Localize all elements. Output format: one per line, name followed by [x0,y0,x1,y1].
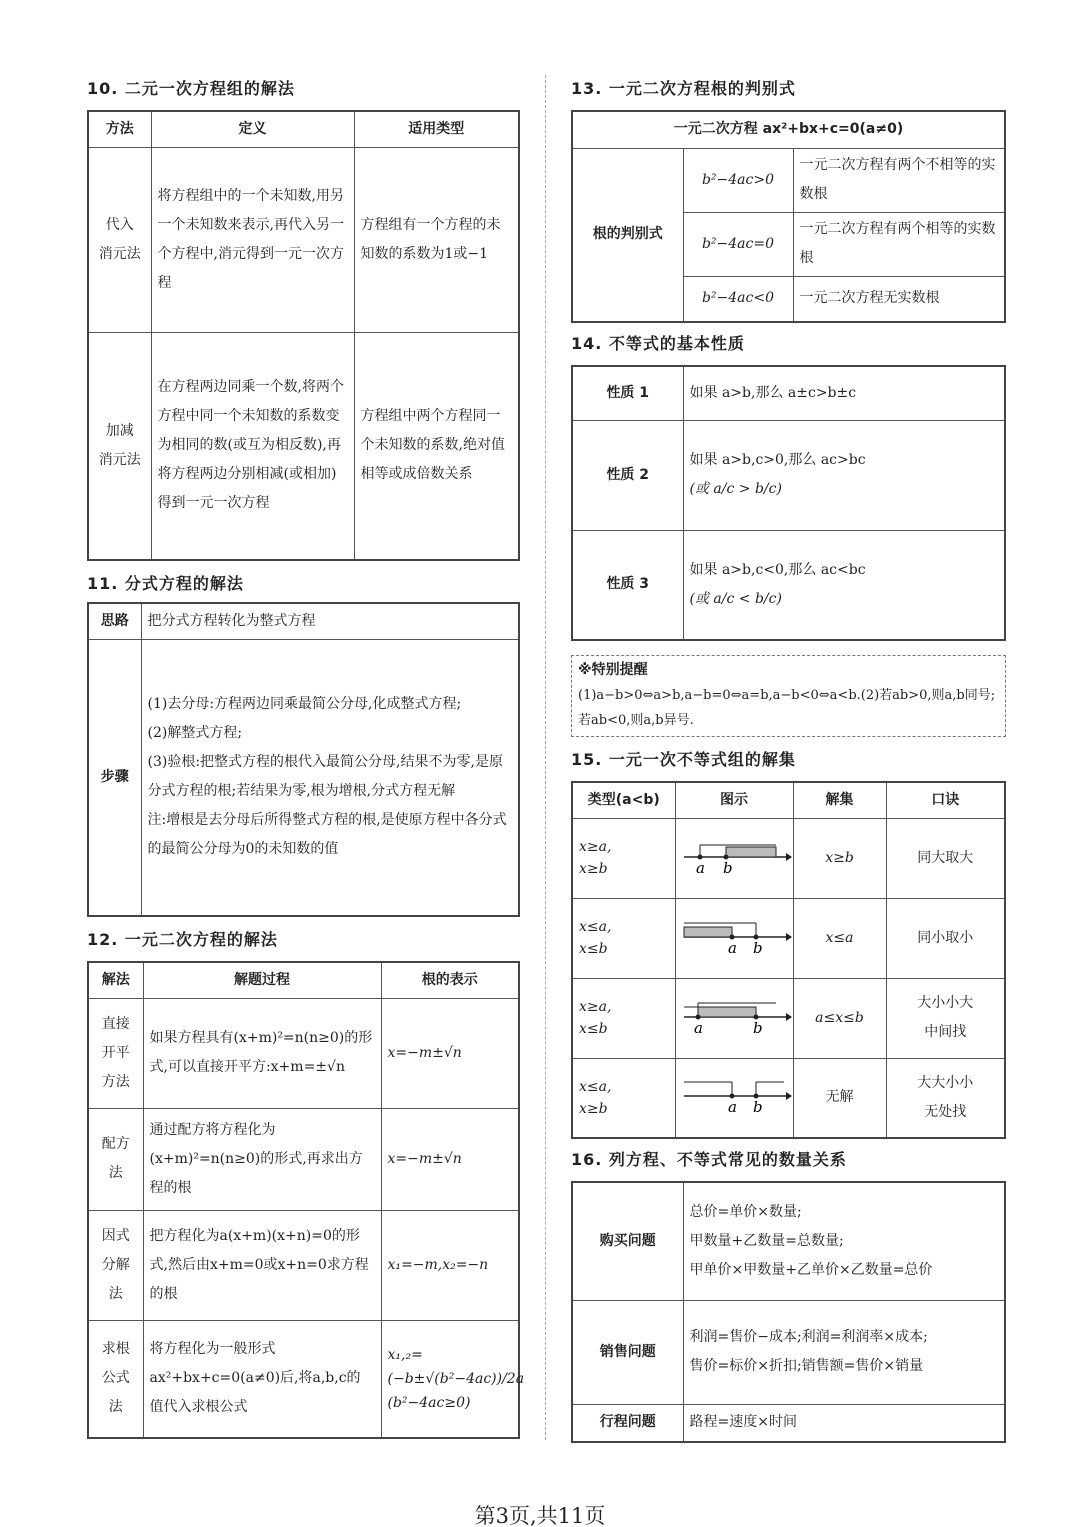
discriminant-header: 一元二次方程 ax²+bx+c=0(a≠0) [572,111,1005,148]
left-column [87,74,525,1439]
rhyme-2: 同小取小 [886,898,1005,978]
axis-b-label: b [722,858,733,877]
purchase-line-3: 甲单价×甲数量+乙单价×乙数量=总价 [689,1261,933,1278]
purchase-label: 购买问题 [572,1182,683,1300]
root-square-root: x=−m±√n [381,998,519,1108]
method-elimination: 加减 消元法 [88,332,151,560]
section-15-title: 15. 一元一次不等式组的解集 [571,750,796,769]
step-2: (2)解整式方程; [147,725,243,742]
cond-negative: b²−4ac<0 [683,276,793,322]
property-2-text: 如果 a>b,c>0,那么 ac>bc [689,452,866,468]
definition-elimination: 在方程两边同乘一个数,将两个方程中同一个未知数的系数变为相同的数(或互为相反数),再将方程两边分别相减(或相加)得到一元一次方程 [151,332,354,560]
process-square-root: 如果方程具有(x+m)²=n(n≥0)的形式,可以直接开平方:x+m=±√n [143,998,381,1108]
number-line-2 [676,903,792,963]
property-2-label: 性质 2 [572,420,683,530]
cond-zero: b²−4ac=0 [683,212,793,276]
process-formula: 将方程化为一般形式ax²+bx+c=0(a≠0)后,将a,b,c的值代入求根公式 [143,1320,381,1438]
property-2-alt: (或 a/c > b/c) [689,481,782,497]
axis-b-label: b [752,938,763,957]
solution-3: a≤x≤b [793,978,886,1058]
section-10-title: 10. 二元一次方程组的解法 [87,79,295,98]
sales-line-2: 售价=标价×折扣;销售额=售价×销量 [689,1358,924,1374]
number-line-1 [676,823,792,883]
ineq-1-b: x≥b [579,861,608,877]
property-3-label: 性质 3 [572,530,683,640]
diagram-3-cell [675,978,793,1058]
definition-substitution: 将方程组中的一个未知数,用另一个未知数来表示,再代入另一个方程中,消元得到一元一次方程 [151,147,354,332]
steps-content [141,639,519,916]
discriminant-label: 根的判别式 [572,148,683,322]
method-formula: 求根 公式 法 [88,1320,143,1438]
rhyme-4: 大大小小 无处找 [886,1058,1005,1138]
axis-b-label: b [752,1098,763,1117]
sales-label: 销售问题 [572,1300,683,1404]
travel-content [683,1404,1005,1442]
section-16-title: 16. 列方程、不等式常见的数量关系 [571,1150,847,1169]
property-1 [683,366,1005,420]
solution-4: 无解 [793,1058,886,1138]
property-2 [683,420,1005,530]
property-1-label: 性质 1 [572,366,683,420]
method-square-root: 直接 开平 方法 [88,998,143,1108]
header-ineq-type: 类型(a<b) [572,782,675,818]
ineq-type-4 [572,1058,675,1138]
diagram-4-cell [675,1058,793,1138]
ineq-type-3 [572,978,675,1058]
type-substitution: 方程组有一个方程的未知数的系数为1或−1 [354,147,519,332]
right-column [571,74,1006,1443]
ineq-4-b: x≥b [579,1100,608,1117]
ineq-type-1 [572,818,675,898]
solution-2: x≤a [793,898,886,978]
method-factoring: 因式 分解 法 [88,1210,143,1320]
special-reminder-box [571,655,1006,737]
property-3 [683,530,1005,640]
ineq-3-a: x≥a, [579,999,612,1015]
section-10-table [87,110,520,561]
steps-label: 步骤 [88,639,141,916]
header-diagram: 图示 [675,782,793,818]
section-14-table [571,365,1006,641]
travel-label: 行程问题 [572,1404,683,1442]
result-zero: 一元二次方程有两个相等的实数根 [793,212,1005,276]
axis-a-label: a [727,938,737,957]
header-rhyme: 口诀 [886,782,1005,818]
diagram-1-cell [675,818,793,898]
method-substitution: 代入 消元法 [88,147,151,332]
header-definition: 定义 [151,111,354,147]
ineq-3-b: x≤b [579,1021,608,1037]
axis-a-label: a [727,1098,737,1117]
column-divider [545,75,546,1440]
step-3: (3)验根:把整式方程的根代入最简公分母,结果不为零,是原分式方程的根;若结果为零,根为增根,分式方程无解 [147,754,503,800]
ineq-4-a: x≤a, [579,1078,612,1095]
idea-text: 把分式方程转化为整式方程 [141,603,519,639]
number-line-4 [676,1062,792,1122]
header-type: 适用类型 [354,111,519,147]
type-elimination: 方程组中两个方程同一个未知数的系数,绝对值相等或成倍数关系 [354,332,519,560]
axis-a-label: a [695,858,705,877]
header-method: 方法 [88,111,151,147]
section-12-title: 12. 一元二次方程的解法 [87,930,278,949]
section-15-table [571,781,1006,1139]
axis-b-label: b [752,1018,763,1037]
header-solution-method: 解法 [88,962,143,998]
ineq-2-b: x≤b [579,941,608,957]
section-11-table [87,602,520,917]
page-footer: 第3页,共11页 [474,1504,606,1527]
step-note: 注:增根是去分母后所得整式方程的根,是使原方程中各分式的最简公分母为0的未知数的值 [147,812,507,858]
process-completing-square: 通过配方将方程化为(x+m)²=n(n≥0)的形式,再求出方程的根 [143,1108,381,1210]
root-factoring: x₁=−m,x₂=−n [381,1210,519,1320]
property-1-text: 如果 a>b,那么 a±c>b±c [689,384,857,401]
reminder-title: ※特别提醒 [578,662,648,678]
sales-line-1: 利润=售价−成本;利润=利润率×成本; [689,1329,928,1345]
rhyme-3: 大小小大 中间找 [886,978,1005,1058]
section-12-table [87,961,525,1439]
idea-label: 思路 [88,603,141,639]
section-16-table [571,1181,1006,1443]
purchase-line-2: 甲数量+乙数量=总数量; [689,1232,844,1249]
header-root: 根的表示 [381,962,519,998]
ineq-type-2 [572,898,675,978]
property-3-alt: (或 a/c < b/c) [689,590,782,607]
travel-line-1: 路程=速度×时间 [689,1414,797,1431]
diagram-2-cell [675,898,793,978]
root-formula: x₁,₂=(−b±√(b²−4ac))/2a (b²−4ac≥0) [381,1320,519,1438]
section-11-title: 11. 分式方程的解法 [87,574,244,593]
number-line-3 [676,983,792,1043]
property-3-text: 如果 a>b,c<0,那么 ac<bc [689,561,866,578]
ineq-1-a: x≥a, [579,839,612,855]
header-process: 解题过程 [143,962,381,998]
solution-1: x≥b [793,818,886,898]
purchase-line-1: 总价=单价×数量; [689,1203,802,1220]
section-14-title: 14. 不等式的基本性质 [571,334,745,353]
rhyme-1: 同大取大 [886,818,1005,898]
result-positive: 一元二次方程有两个不相等的实数根 [793,148,1005,212]
cond-positive: b²−4ac>0 [683,148,793,212]
method-completing-square: 配方 法 [88,1108,143,1210]
reminder-text: (1)a−b>0⇔a>b,a−b=0⇔a=b,a−b<0⇔a<b.(2)若ab>0,则a,b同号;若ab<0,则a,b异号. [578,688,996,728]
ineq-2-a: x≤a, [579,919,612,935]
section-13-table [571,110,1006,323]
step-1: (1)去分母:方程两边同乘最简公分母,化成整式方程; [147,696,462,713]
root-completing-square: x=−m±√n [381,1108,519,1210]
section-13-title: 13. 一元二次方程根的判别式 [571,79,796,98]
header-solution-set: 解集 [793,782,886,818]
purchase-content [683,1182,1005,1300]
axis-a-label: a [693,1018,703,1037]
process-factoring: 把方程化为a(x+m)(x+n)=0的形式,然后由x+m=0或x+n=0求方程的根 [143,1210,381,1320]
sales-content [683,1300,1005,1404]
result-negative: 一元二次方程无实数根 [793,276,1005,322]
